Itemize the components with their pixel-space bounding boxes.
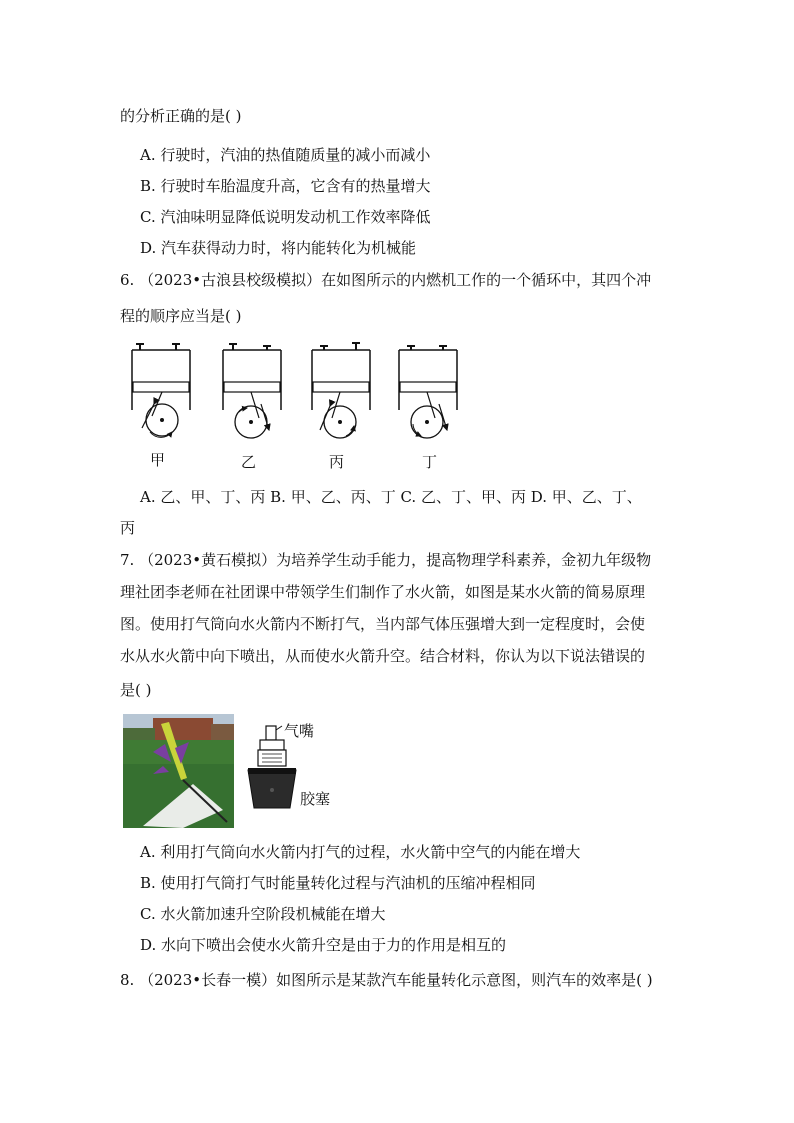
q7-option-c: C. 水火箭加速升空阶段机械能在增大 [140,905,386,923]
q8-stem-line1: 8. （2023•长春一模）如图所示是某款汽车能量转化示意图，则汽车的效率是( ) [120,971,653,989]
q7-stem-line4: 水从水火箭中向下喷出，从而使水火箭升空。结合材料，你认为以下说法错误的 [120,647,646,665]
q5-option-d: D. 汽车获得动力时，将内能转化为机械能 [140,239,417,257]
q6-options-line1: A. 乙、甲、丁、丙 B. 甲、乙、丙、丁 C. 乙、丁、甲、丙 D. 甲、乙、丁、 [140,488,642,506]
engine-yi [223,344,281,438]
q7-option-d: D. 水向下喷出会使水火箭升空是由于力的作用是相互的 [140,936,507,954]
engine-label-ding: 丁 [422,453,438,471]
q5-option-b: B. 行驶时车胎温度升高，它含有的热量增大 [140,177,431,195]
q6-stem-line1: 6. （2023•古浪县校级模拟）在如图所示的内燃机工作的一个循环中，其四个冲 [120,271,652,289]
engine-ding [399,346,457,438]
q7-option-a: A. 利用打气筒向水火箭内打气的过程，水火箭中空气的内能在增大 [140,843,581,861]
q5-stem-tail: 的分析正确的是( ) [120,107,242,125]
q5-option-a: A. 行驶时，汽油的热值随质量的减小而减小 [140,146,431,164]
engine-bing [312,343,370,438]
q7-stem-line5: 是( ) [120,681,152,699]
q7-stem-line1: 7. （2023•黄石模拟）为培养学生动手能力，提高物理学科素养，金初九年级物 [120,551,652,569]
water-rocket-photo [123,714,234,828]
q7-option-b: B. 使用打气筒打气时能量转化过程与汽油机的压缩冲程相同 [140,874,536,892]
label-rubber-stopper: 胶塞 [300,790,331,808]
q5-option-c: C. 汽油味明显降低说明发动机工作效率降低 [140,208,431,226]
engine-label-yi: 乙 [241,453,257,471]
q7-stem-line3: 图。使用打气筒向水火箭内不断打气，当内部气体压强增大到一定程度时，会使 [120,615,646,633]
engine-strokes-figure [120,340,470,475]
q6-options-line2: 丙 [120,519,136,537]
engine-label-bing: 丙 [329,453,345,471]
label-air-nozzle: 气嘴 [284,722,315,740]
q7-stem-line2: 理社团李老师在社团课中带领学生们制作了水火箭，如图是某水火箭的简易原理 [120,583,646,601]
engine-jia [132,344,190,437]
q6-stem-line2: 程的顺序应当是( ) [120,307,242,325]
engine-label-jia: 甲 [150,451,166,469]
